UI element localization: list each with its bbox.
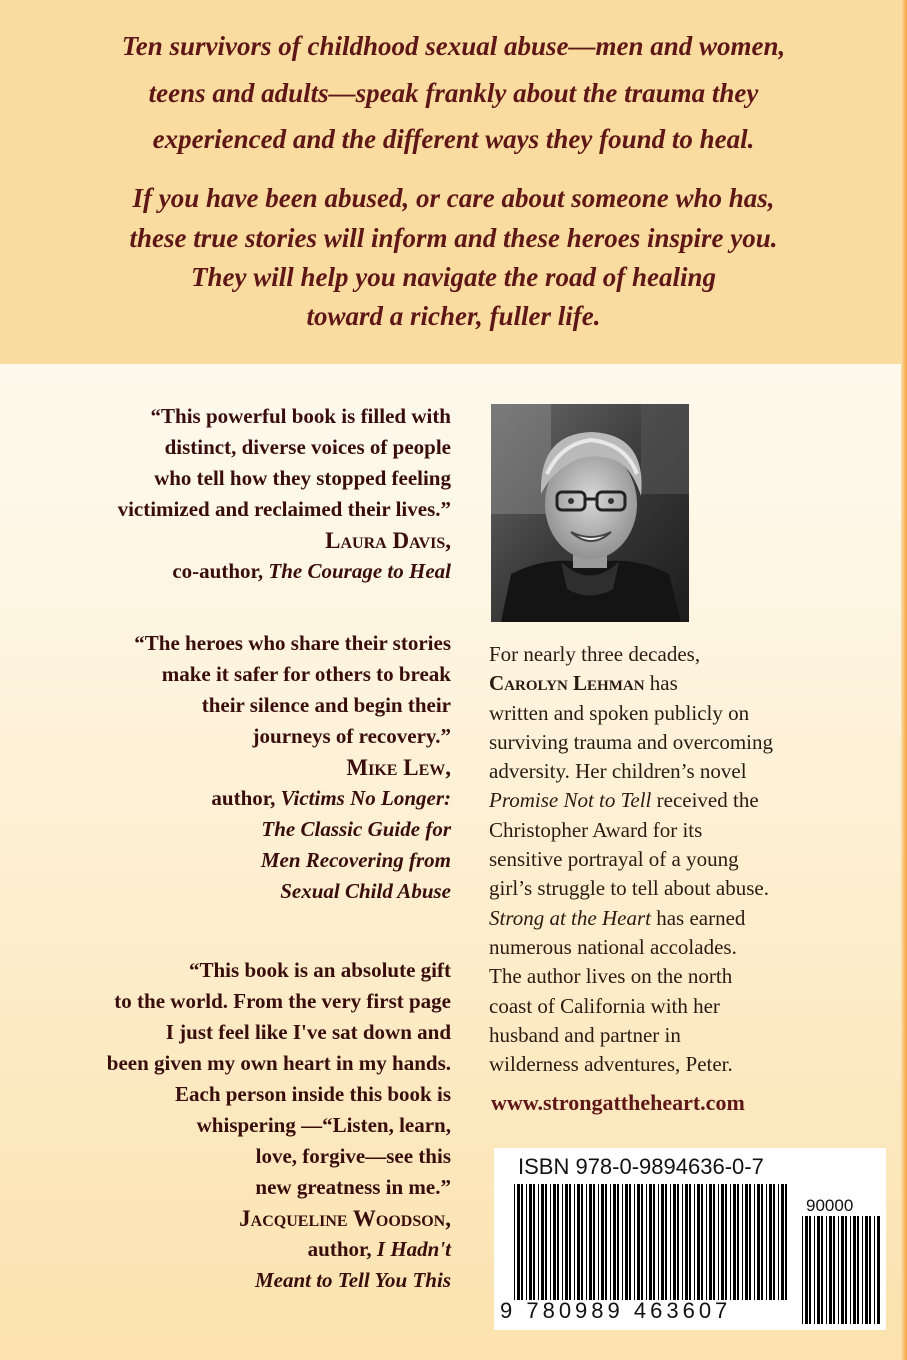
quote-line: I just feel like I've sat down and	[165, 1020, 451, 1044]
isbn-label: ISBN 978-0-9894636-0-7	[518, 1154, 764, 1179]
barcode-bar	[874, 1216, 875, 1324]
barcode-bar	[658, 1184, 659, 1300]
attribution-book-line: The Classic Guide for	[261, 817, 451, 841]
author-photo	[491, 404, 689, 622]
barcode-bar	[677, 1184, 679, 1300]
spine-edge	[901, 0, 907, 1360]
barcode-bar	[785, 1184, 787, 1300]
barcode-bar	[869, 1216, 871, 1324]
bio-line: girl’s struggle to tell about abuse.	[489, 876, 769, 901]
barcode-bar	[653, 1184, 655, 1300]
barcode-bar	[533, 1184, 535, 1300]
attribution-role: author,	[307, 1237, 372, 1261]
attribution-role: author,	[211, 786, 276, 810]
barcode-bar	[809, 1216, 811, 1324]
barcode-bar	[529, 1184, 532, 1300]
quote-line: distinct, diverse voices of people	[164, 435, 451, 459]
barcode-bar	[605, 1184, 607, 1300]
quote-line: who tell how they stopped feeling	[154, 466, 451, 490]
barcode-bar	[694, 1184, 695, 1300]
barcode-bar	[845, 1216, 847, 1324]
barcode-bar	[701, 1184, 703, 1300]
attribution-book: I Hadn't	[376, 1237, 451, 1261]
headline-p1-l1: Ten survivors of childhood sexual abuse—men and women,	[121, 31, 786, 61]
quote-jacqueline-woodson	[31, 955, 451, 1296]
barcode-bar	[553, 1184, 556, 1300]
barcode-bar	[538, 1184, 539, 1300]
barcode-bar	[713, 1184, 715, 1300]
barcode-bar	[877, 1216, 880, 1324]
quote-line: “This book is an absolute gift	[189, 958, 451, 982]
barcode-bar	[673, 1184, 676, 1300]
barcode-bar	[593, 1184, 595, 1300]
quote-attribution-name: Jacqueline Woodson,	[239, 1206, 451, 1231]
bio-line: The author lives on the north	[489, 964, 733, 989]
barcode-bar	[841, 1216, 844, 1324]
barcode-bar	[742, 1184, 743, 1300]
bio-book-title: Strong at the Heart	[489, 905, 651, 930]
barcode-bar	[737, 1184, 739, 1300]
barcode-digits: 9 780989 463607	[500, 1298, 732, 1323]
barcode-bar	[766, 1184, 767, 1300]
quote-attribution-name: Laura Davis,	[325, 528, 451, 553]
bio-text: has	[644, 671, 678, 696]
barcode-bar	[526, 1184, 527, 1300]
bio-line: Christopher Award for its	[489, 817, 703, 842]
quote-attribution-name: Mike Lew,	[346, 755, 451, 780]
barcode-bar	[661, 1184, 664, 1300]
quote-mike-lew	[31, 628, 451, 907]
barcode-bar	[682, 1184, 683, 1300]
bio-text: has earned	[650, 905, 746, 930]
barcode-bar	[565, 1184, 568, 1300]
attribution-role: co-author,	[172, 559, 264, 583]
headline-p2-l1: If you have been abused, or care about someone who has,	[132, 183, 775, 213]
bio-line: For nearly three decades,	[489, 642, 701, 666]
barcode-bar	[646, 1184, 647, 1300]
bio-line: coast of California with her	[489, 993, 720, 1018]
quote-line: their silence and begin their	[201, 693, 451, 717]
quote-line: make it safer for others to break	[161, 662, 451, 686]
barcode-bar	[589, 1184, 592, 1300]
barcode-bar	[581, 1184, 583, 1300]
quote-line: whispering —“Listen, learn,	[196, 1113, 451, 1137]
bio-line	[489, 904, 819, 933]
bio-line: numerous national accolades.	[489, 934, 737, 959]
barcode-bar	[730, 1184, 731, 1300]
barcode-bar	[805, 1216, 808, 1324]
barcode-bar	[826, 1216, 827, 1324]
barcode-bar	[733, 1184, 736, 1300]
barcode-bar	[514, 1184, 515, 1300]
barcode-bar	[574, 1184, 575, 1300]
attribution-book: Victims No Longer:	[280, 786, 451, 810]
barcode-bar	[829, 1216, 832, 1324]
barcode-bar	[850, 1216, 851, 1324]
barcode-bar	[617, 1184, 619, 1300]
barcode-bar	[862, 1216, 863, 1324]
barcode-bar	[637, 1184, 640, 1300]
attribution-book-line: Men Recovering from	[260, 848, 451, 872]
barcode-bar	[857, 1216, 859, 1324]
barcode-bar	[769, 1184, 772, 1300]
barcode-bar	[541, 1184, 544, 1300]
barcode-bar	[665, 1184, 667, 1300]
barcode-bar	[745, 1184, 748, 1300]
bio-line	[489, 669, 819, 698]
website-url: www.strongattheheart.com	[491, 1090, 745, 1115]
attribution-book-line: Sexual Child Abuse	[280, 879, 451, 903]
barcode-bar	[521, 1184, 523, 1300]
barcode-bar	[773, 1184, 775, 1300]
quote-line: new greatness in me.”	[255, 1175, 451, 1199]
attribution-book: The Courage to Heal	[268, 559, 451, 583]
quote-line: to the world. From the very first page	[114, 989, 451, 1013]
barcode-bar	[641, 1184, 643, 1300]
barcode-bar	[649, 1184, 652, 1300]
barcode-bar	[601, 1184, 604, 1300]
quote-line: Each person inside this book is	[175, 1082, 451, 1106]
barcode-bar	[817, 1216, 820, 1324]
barcode-bar	[802, 1216, 803, 1324]
barcode-bar	[706, 1184, 707, 1300]
quote-line: victimized and reclaimed their lives.”	[117, 497, 451, 521]
barcode-bar	[613, 1184, 616, 1300]
headline-p2-l3: They will help you navigate the road of healing	[191, 262, 716, 292]
bio-book-title: Promise Not to Tell	[489, 788, 652, 813]
barcode-bar	[562, 1184, 563, 1300]
barcode-bar	[629, 1184, 631, 1300]
bio-line: husband and partner in	[489, 1022, 681, 1047]
quote-line: “The heroes who share their stories	[134, 631, 451, 655]
quote-attribution-role	[31, 783, 451, 814]
author-portrait-image	[491, 404, 689, 622]
barcode-bar	[586, 1184, 587, 1300]
bio-line: sensitive portrayal of a young	[489, 847, 739, 872]
barcode-bar	[725, 1184, 727, 1300]
barcode-bar	[709, 1184, 712, 1300]
quote-laura-davis	[31, 401, 451, 587]
quote-line: love, forgive—see this	[255, 1144, 451, 1168]
barcode-bar	[754, 1184, 755, 1300]
author-bio	[489, 640, 819, 1079]
barcode-bar	[697, 1184, 700, 1300]
barcode-bar	[622, 1184, 623, 1300]
bio-line	[489, 786, 819, 815]
bio-line: surviving trauma and overcoming	[489, 729, 774, 754]
barcode-bar	[814, 1216, 815, 1324]
headline-p2-l4: toward a richer, fuller life.	[306, 301, 601, 331]
barcode-bar	[778, 1184, 779, 1300]
author-name: Carolyn Lehman	[489, 671, 645, 696]
barcode-bar	[557, 1184, 559, 1300]
blurb-band	[0, 0, 907, 364]
ean-barcode	[514, 1184, 790, 1300]
barcode-bar	[689, 1184, 691, 1300]
headline-p1-l2: teens and adults—speak frankly about the trauma they	[148, 78, 759, 108]
barcode-bar	[577, 1184, 580, 1300]
bio-line: wilderness adventures, Peter.	[489, 1052, 733, 1077]
barcode-bar	[865, 1216, 868, 1324]
bio-line: adversity. Her children’s novel	[489, 759, 747, 784]
barcode-bar	[625, 1184, 628, 1300]
barcode-bar	[749, 1184, 751, 1300]
barcode-bar	[517, 1184, 520, 1300]
barcode-bar	[721, 1184, 724, 1300]
quote-line: been given my own heart in my hands.	[106, 1051, 451, 1075]
barcode-bar	[545, 1184, 547, 1300]
barcode-bar	[685, 1184, 688, 1300]
barcode-bar	[761, 1184, 763, 1300]
barcode-bar	[781, 1184, 784, 1300]
barcode-bar	[550, 1184, 551, 1300]
quote-line: journeys of recovery.”	[252, 724, 451, 748]
barcode-bar	[757, 1184, 760, 1300]
barcode-bar	[634, 1184, 635, 1300]
barcode-bar	[610, 1184, 611, 1300]
addon-barcode	[802, 1216, 880, 1324]
barcode-bar	[821, 1216, 823, 1324]
barcode-bar	[569, 1184, 571, 1300]
attribution-book-line: Meant to Tell You This	[254, 1268, 451, 1292]
barcode-bar	[853, 1216, 856, 1324]
quote-attribution-role	[31, 556, 451, 587]
barcode-bar	[670, 1184, 671, 1300]
isbn-barcode-block	[494, 1148, 886, 1330]
bio-line: written and spoken publicly on	[489, 700, 750, 725]
quote-line: “This powerful book is filled with	[150, 404, 451, 428]
barcode-bar	[718, 1184, 719, 1300]
headline-p1-l3: experienced and the different ways they found to heal.	[152, 124, 755, 154]
bio-text: received the	[651, 788, 759, 813]
barcode-bar	[833, 1216, 835, 1324]
price-code: 90000	[806, 1196, 854, 1215]
headline-p2-l2: these true stories will inform and these heroes inspire you.	[129, 223, 778, 253]
barcode-bar	[838, 1216, 839, 1324]
quote-attribution-role	[31, 1234, 451, 1265]
barcode-bar	[598, 1184, 599, 1300]
